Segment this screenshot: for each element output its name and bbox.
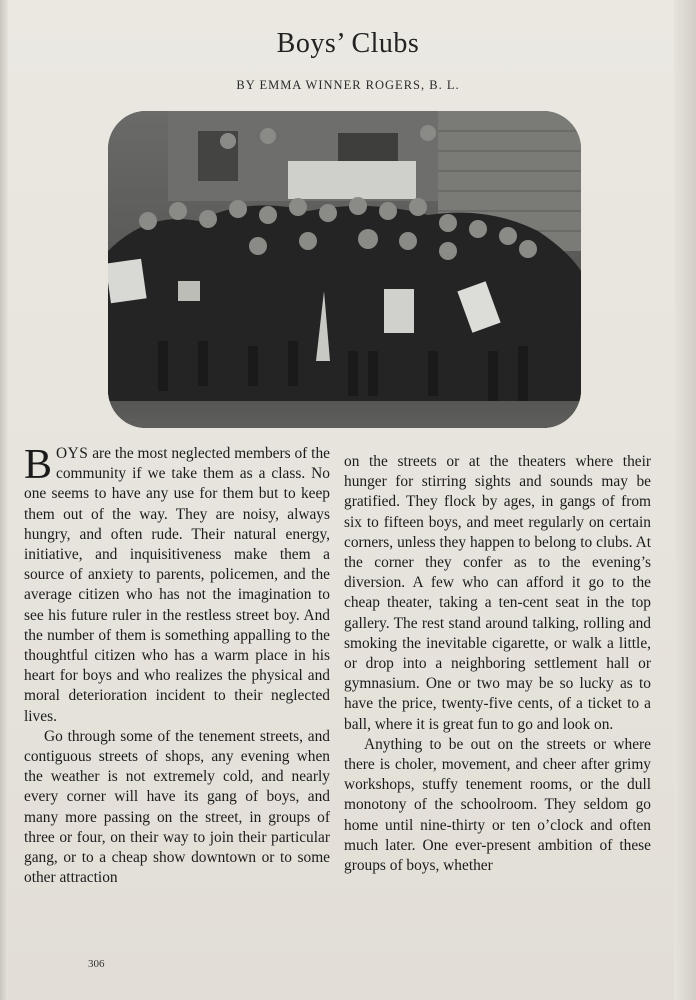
page-number: 306: [88, 958, 105, 970]
right-paragraph-1: on the streets or at the theaters where their hunger for stirring sights and sounds may be gratified. They flock by ages, in gangs of from six to fifteen boys, and meet regularly on certain corners, unless they happen to belong to clubs. At the corner they confer as to the evening’s diversion. A few who can afford it go to the cheap theater, taking a ten-cent seat in the top gallery. The rest stand around talking, rolling and smoking the inevitable cigarette, or walk a little, or drop into a neighboring settlement hall or gymnasium. One or two may be so lucky as to have the price, twenty-five cents, of a ticket to a ball, where it is great fun to go and look on.: [344, 453, 651, 733]
group-photograph-icon: [108, 111, 581, 428]
page-edge-left: [0, 0, 8, 1000]
left-paragraph-2: Go through some of the tenement streets, and contiguous streets of shops, any evening when the weather is not extremely cold, and nearly every corner will have its gang of boys, and many more passing on the street, in groups of three or four, on their way to join their particular gang, or to a cheap show downtown or to some other attraction: [24, 727, 330, 887]
group-photograph: [108, 111, 581, 428]
drop-cap: B: [24, 442, 53, 488]
left-column: [24, 444, 330, 888]
first-word-rest: OYS: [56, 445, 89, 462]
right-paragraph-2: Anything to be out on the streets or where there is choler, movement, and cheer after grimy workshops, stuffy tenement rooms, or the dull monotony of the schoolroom. They seldom go home until nine-thirty or ten o’clock and often much later. One ever-present ambition of these groups of boys, whether: [344, 735, 651, 875]
article-byline: BY EMMA WINNER ROGERS, B. L.: [236, 78, 460, 92]
article-title: Boys’ Clubs: [276, 28, 420, 59]
left-paragraph-1: [24, 444, 330, 727]
left-paragraph-1-text: are the most neglected members of the community if we take them as a class. No one seems to have any use for them but to keep them out of the way. They are noisy, always hungry, and often rude. Their natural energy, initiative, and inquisitiveness make them a source of anxiety to parents, policemen, and the average citizen who has not the imagination to see his future ruler in the restless street boy. And the number of them is something appalling to the thoughtful citizen who has a warm place in his heart for boys and who realizes the physical and moral deterioration incident to their neglected lives.: [24, 445, 330, 725]
right-column: [344, 452, 651, 876]
page-edge-right: [674, 0, 696, 1000]
